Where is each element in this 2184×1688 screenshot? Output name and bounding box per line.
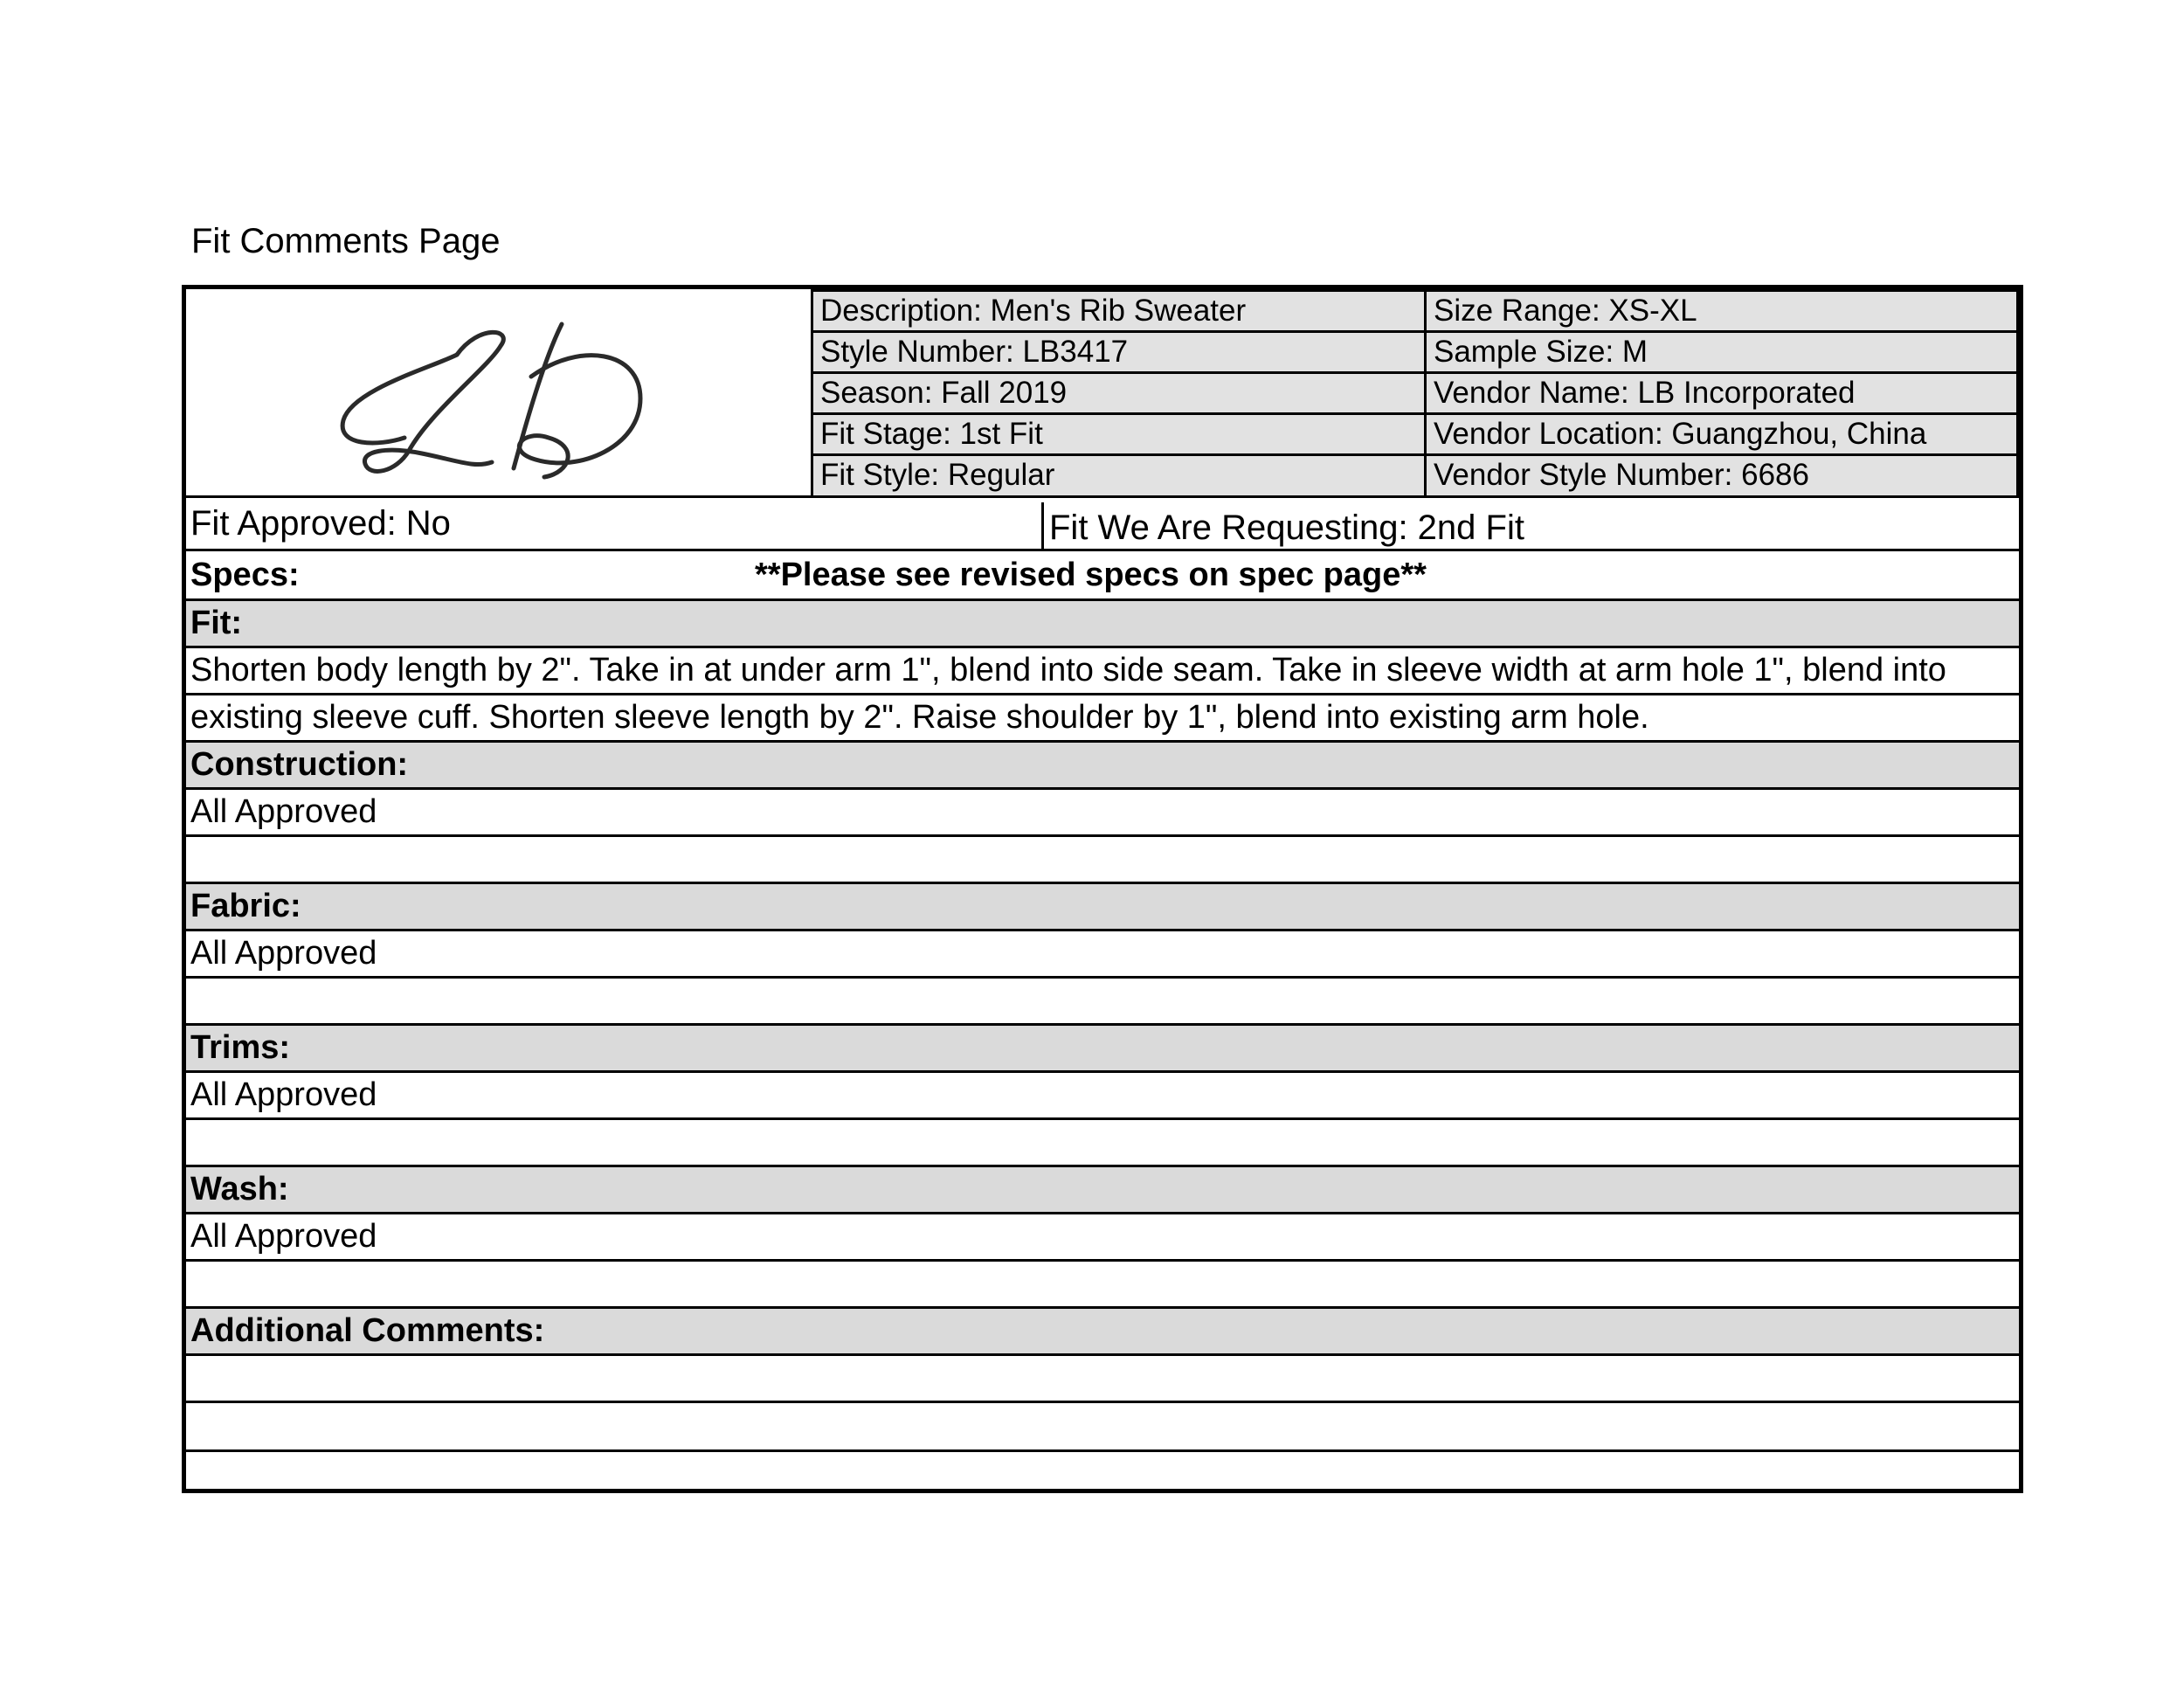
trims-label-row: Trims: — [186, 1026, 2019, 1073]
specs-label: Specs: — [190, 557, 300, 593]
specs-note: **Please see revised specs on spec page** — [755, 557, 1427, 593]
page-title: Fit Comments Page — [191, 222, 501, 260]
additional-comments-row-2 — [186, 1403, 2019, 1452]
wash-label-row: Wash: — [186, 1167, 2019, 1214]
fit-style-cell: Fit Style: Regular — [811, 453, 1427, 498]
season-cell: Season: Fall 2019 — [811, 371, 1427, 415]
construction-blank-row — [186, 837, 2019, 884]
fit-comment-line-1: Shorten body length by 2". Take in at under arm 1", blend into side seam. Take in sleeve width at arm hole 1", blend into — [186, 648, 2019, 695]
sample-size-cell: Sample Size: M — [1424, 330, 2019, 374]
specs-row — [186, 551, 2019, 601]
construction-value-row: All Approved — [186, 790, 2019, 837]
fit-requesting: Fit We Are Requesting: 2nd Fit — [1049, 508, 1524, 547]
wash-value-row: All Approved — [186, 1214, 2019, 1262]
additional-comments-label-row: Additional Comments: — [186, 1309, 2019, 1356]
fit-status-divider — [1041, 502, 1044, 551]
fabric-value-row: All Approved — [186, 931, 2019, 979]
fit-approved: Fit Approved: No — [190, 504, 451, 543]
vendor-name-cell: Vendor Name: LB Incorporated — [1424, 371, 2019, 415]
size-range-cell: Size Range: XS-XL — [1424, 289, 2019, 333]
vendor-style-number-cell: Vendor Style Number: 6686 — [1424, 453, 2019, 498]
additional-comments-row-1 — [186, 1356, 2019, 1403]
wash-blank-row — [186, 1262, 2019, 1309]
fit-comments-sheet — [182, 285, 2023, 1493]
trims-value-row: All Approved — [186, 1073, 2019, 1120]
style-number-cell: Style Number: LB3417 — [811, 330, 1427, 374]
additional-comments-row-3 — [186, 1452, 2019, 1489]
description-cell: Description: Men's Rib Sweater — [811, 289, 1427, 333]
vendor-location-cell: Vendor Location: Guangzhou, China — [1424, 412, 2019, 456]
lb-logo — [326, 307, 693, 490]
construction-label-row: Construction: — [186, 743, 2019, 790]
fabric-blank-row — [186, 979, 2019, 1026]
fit-stage-cell: Fit Stage: 1st Fit — [811, 412, 1427, 456]
trims-blank-row — [186, 1120, 2019, 1167]
fit-comment-line-2: existing sleeve cuff. Shorten sleeve length by 2". Raise shoulder by 1", blend into existing arm hole. — [186, 695, 2019, 743]
fabric-label-row: Fabric: — [186, 884, 2019, 931]
fit-label-row: Fit: — [186, 601, 2019, 648]
